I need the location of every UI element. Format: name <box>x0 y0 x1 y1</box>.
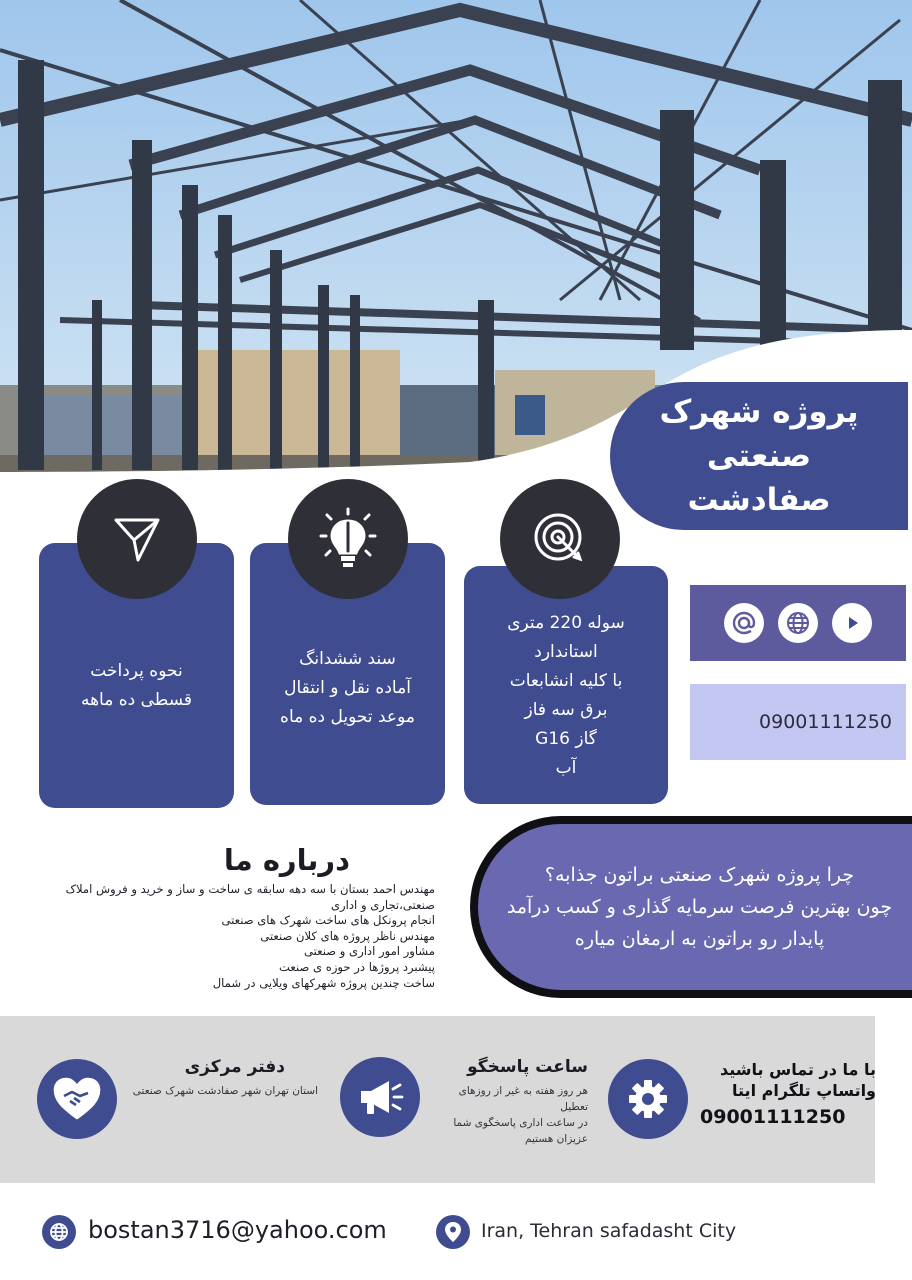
contact-line: با ما در تماس باشید <box>720 1060 876 1079</box>
hours-line: در ساعت اداری پاسخگوی شما عزیزان هستیم <box>453 1117 588 1145</box>
card-line: موعد تحویل ده ماه <box>280 706 415 727</box>
footer-email[interactable]: bostan3716@yahoo.com <box>88 1216 387 1244</box>
footer-address: Iran, Tehran safadasht City <box>481 1220 737 1242</box>
card-line: گاز G16 <box>535 729 597 749</box>
card-line: سند ششدانگ <box>299 648 396 669</box>
why-banner <box>470 816 912 998</box>
about-item: ساخت چندین پروژه شهرکهای ویلایی در شمال <box>212 975 435 990</box>
contact-cta <box>698 1059 876 1101</box>
play-icon[interactable] <box>832 603 872 643</box>
why-line: پایدار رو براتون به ارمغان میاره <box>574 928 825 950</box>
globe-icon[interactable] <box>778 603 818 643</box>
card-line: با کلیه انشابعات <box>509 671 623 691</box>
gear-icon <box>608 1059 688 1139</box>
warehouse-card <box>464 566 668 804</box>
card-line: برق سه فاز <box>524 700 608 720</box>
why-line: چرا پروژه شهرک صنعتی براتون جذابه؟ <box>544 864 855 886</box>
title-banner <box>610 382 908 530</box>
about-title: درباره ما <box>223 843 350 877</box>
about-item: انجام پرونکل های ساخت شهرک های صنعتی <box>221 913 435 928</box>
globe-icon <box>42 1215 76 1249</box>
about-list <box>30 882 435 991</box>
about-item: مهندس احمد بستان با سه دهه سابقه ی ساخت و ساز و خرید و فروش املاک صنعتی،تجاری و اداری <box>65 882 435 912</box>
office-title: دفتر مرکزی <box>184 1057 285 1077</box>
lightbulb-icon <box>288 479 408 599</box>
card-line: سوله 220 متری <box>507 613 625 633</box>
email-icon[interactable] <box>724 603 764 643</box>
about-item: مهندس ناظر پروژه های کلان صنعتی <box>260 928 435 943</box>
card-line: استاندارد <box>534 642 598 662</box>
about-item: مشاور امور اداری و صنعتی <box>303 944 435 959</box>
contact-phone[interactable]: 09001111250 <box>700 1106 846 1128</box>
title-line-1: پروژه شهرک صنعتی <box>659 394 859 474</box>
contact-line: واتساپ تلگرام ایتا <box>732 1081 876 1100</box>
location-pin-icon <box>436 1215 470 1249</box>
card-line: نحوه پرداخت <box>90 660 183 681</box>
card-line: قسطی ده ماهه <box>80 689 193 710</box>
why-line: چون بهترین فرصت سرمایه گذاری و کسب درآمد <box>506 896 893 918</box>
card-line: آماده نقل و انتقال <box>284 677 411 698</box>
handshake-heart-icon <box>37 1059 117 1139</box>
hours-line: هر روز هفته به غیر از روزهای تعطیل <box>458 1085 588 1113</box>
hours-text <box>428 1083 588 1147</box>
phone-number[interactable] <box>690 684 906 760</box>
social-bar <box>690 585 906 661</box>
title-line-2: صفادشت <box>687 482 831 518</box>
megaphone-icon <box>340 1057 420 1137</box>
phone-text: 09001111250 <box>759 711 892 733</box>
send-icon <box>77 479 197 599</box>
hours-title: ساعت پاسخگو <box>467 1057 588 1077</box>
about-item: پیشبرد پروژها در حوزه ی صنعت <box>278 959 435 974</box>
office-address: استان تهران شهر صفادشت شهرک صنعتی <box>132 1085 318 1097</box>
target-icon <box>500 479 620 599</box>
card-line: آب <box>555 758 577 778</box>
